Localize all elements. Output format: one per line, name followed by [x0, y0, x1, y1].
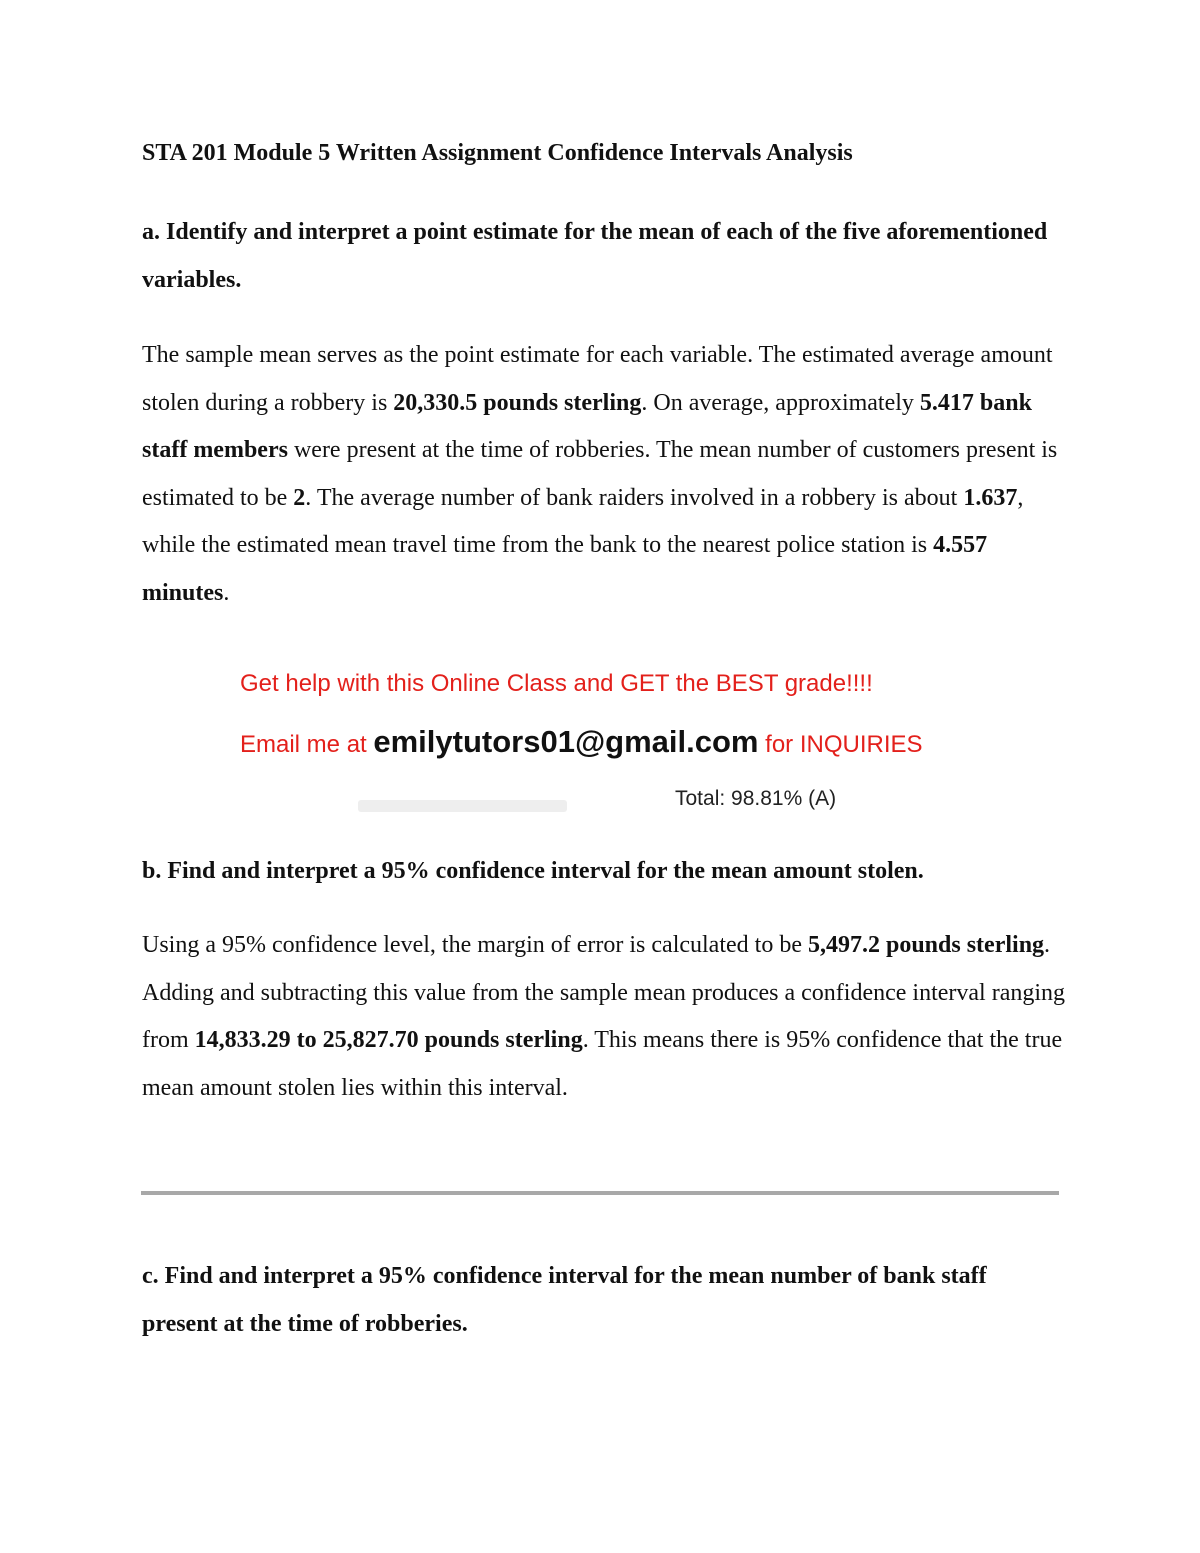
- section-a-travel-time: 4.557 minutes: [142, 532, 988, 606]
- section-a-paragraph: [142, 332, 1067, 617]
- section-a-customers: 2: [293, 484, 306, 511]
- section-a-text-2: . On average, approximately: [641, 389, 920, 416]
- section-a-raiders: 1.637: [963, 484, 1018, 511]
- section-c-heading: c. Find and interpret a 95% confidence interval for the mean number of bank staff present at the time of robberies.: [142, 1263, 987, 1337]
- section-b-interval: 14,833.29 to 25,827.70 pounds sterling: [194, 1027, 583, 1053]
- section-a-text-1: The sample mean serves as the point estimate for each variable. The estimated average amount stolen during a robbery is: [142, 342, 1053, 416]
- section-a-text-6: .: [223, 579, 230, 606]
- section-a-text-3: were present at the time of robberies. The mean number of customers present is estimated to be: [142, 437, 1058, 511]
- document-title: STA 201 Module 5 Written Assignment Confidence Intervals Analysis: [142, 140, 853, 166]
- section-a-text-5: , while the estimated mean travel time from the bank to the nearest police station is: [142, 484, 1024, 558]
- section-a-text-4: . The average number of bank raiders involved in a robbery is about: [305, 484, 964, 511]
- section-b-paragraph: [142, 922, 1067, 1112]
- section-divider: [141, 1191, 1059, 1195]
- promo-line-1: Get help with this Online Class and GET the BEST grade!!!!: [240, 670, 873, 697]
- section-a-heading: a. Identify and interpret a point estimate for the mean of each of the five aforementioned variables.: [142, 219, 1048, 293]
- promo-email: emilytutors01@gmail.com: [373, 724, 759, 759]
- section-a-staff-members: 5.417 bank staff members: [142, 389, 1032, 463]
- section-b-margin-of-error: 5,497.2 pounds sterling: [807, 932, 1045, 958]
- promo-email-prefix: Email me at: [240, 731, 374, 758]
- section-b-text-1: Using a 95% confidence level, the margin of error is calculated to be: [142, 932, 808, 958]
- faint-bar: [358, 800, 567, 812]
- promo-email-suffix: for INQUIRIES: [758, 731, 923, 758]
- section-b-heading: b. Find and interpret a 95% confidence interval for the mean amount stolen.: [142, 858, 924, 884]
- section-b-text-3: . This means there is 95% confidence that the true mean amount stolen lies within this interval.: [142, 1027, 1063, 1101]
- section-b-text-2: . Adding and subtracting this value from the sample mean produces a confidence interval ranging from: [142, 932, 1066, 1053]
- section-a-amount-stolen: 20,330.5 pounds sterling: [393, 389, 642, 416]
- promo-total: Total: 98.81% (A): [675, 787, 837, 810]
- promo-line-2: [240, 724, 923, 760]
